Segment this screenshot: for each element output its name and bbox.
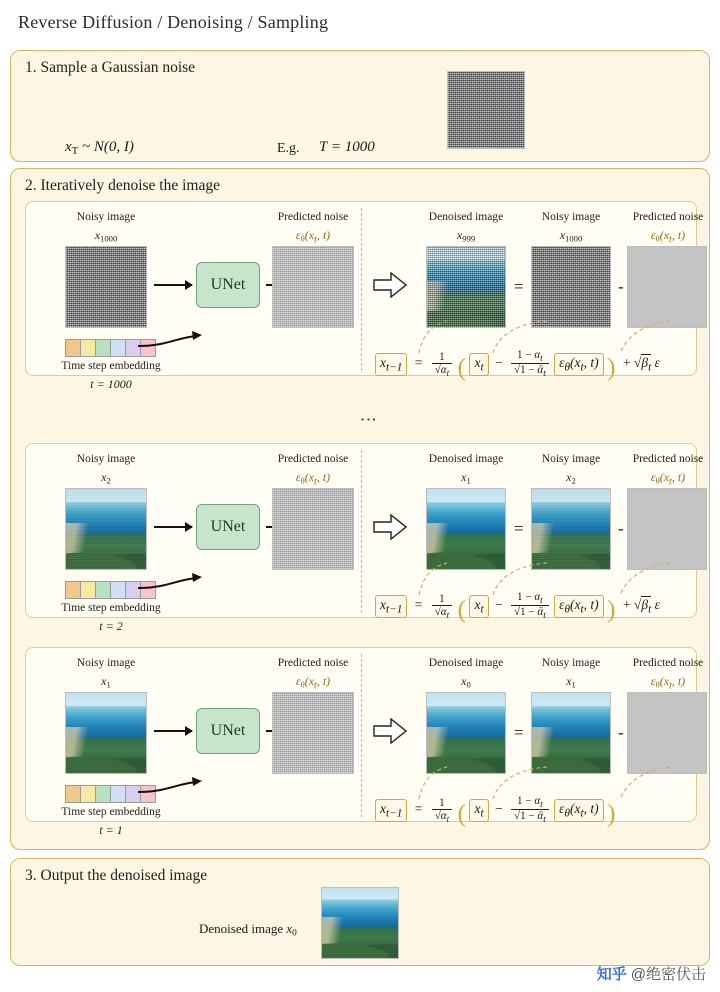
noisy-image-thumbnail: [65, 692, 147, 774]
panel-iterative-denoise: [10, 168, 710, 850]
panel-1-eg-label: E.g.: [277, 141, 300, 156]
watermark-user: @绝密伏击: [630, 966, 706, 983]
arrow-to-unet: [154, 526, 192, 528]
equals-sign: =: [514, 723, 524, 742]
minuend-thumbnail: [531, 488, 611, 570]
formula-eps: $\varepsilon_\theta(x_t$, t): [554, 595, 604, 618]
subtrahend-thumbnail: [627, 488, 707, 570]
formula-xt: $x_t$: [469, 595, 488, 618]
predicted-noise-label: Predicted noise: [277, 453, 349, 465]
noisy-image-thumbnail: [65, 246, 147, 328]
time-step-value: t = 1: [99, 823, 123, 837]
subtrahend-label: Predicted noise: [632, 211, 704, 223]
minus-sign: -: [618, 519, 624, 538]
arrow-to-unet: [154, 730, 192, 732]
gaussian-noise-thumbnail: [447, 71, 525, 149]
formula-lhs: $x_{t-1}$: [375, 799, 407, 822]
panel-1-eg-line1: T = 1000: [319, 139, 375, 155]
predicted-noise-label: Predicted noise: [277, 211, 349, 223]
time-step-embedding-swatches: [65, 581, 156, 599]
noisy-image-label: Noisy image: [76, 453, 136, 465]
subtrahend-label: Predicted noise: [632, 657, 704, 669]
denoised-image-thumbnail: [426, 488, 506, 570]
time-step-embedding-label: Time step embedding: [61, 602, 161, 614]
minuend-thumbnail: [531, 692, 611, 774]
panel-2-title: 2. Iteratively denoise the image: [25, 177, 220, 194]
noisy-image-thumbnail: [65, 488, 147, 570]
noisy-image-var: $x_1$: [101, 674, 111, 690]
denoised-image-var: $x_{999}$: [456, 228, 476, 244]
subtrahend-var: $\varepsilon_\theta(x_t$, t): [650, 228, 686, 246]
noisy-image-label: Noisy image: [76, 211, 136, 223]
predicted-noise-var: $\varepsilon_\theta(x_t$, t): [295, 228, 331, 246]
panel-3-title: 3. Output the denoised image: [25, 867, 208, 884]
formula-eps: $\varepsilon_\theta(x_t$, t): [554, 353, 604, 376]
update-formula-1: $x_{t-1}$ = $\frac{1}{√\alpha_t}$ ( $x_t$ − $\frac{1 - \alpha_t}{√1 - \alphā_t}$ $\varepsilon_\theta(x_t$, t) ) + $√\beta_t$ ε: [375, 349, 660, 382]
time-step-value: t = 1000: [90, 377, 132, 391]
update-formula-2: $x_{t-1}$ = $\frac{1}{√\alpha_t}$ ( $x_t$ − $\frac{1 - \alpha_t}{√1 - \alphā_t}$ $\varepsilon_\theta(x_t$, t) ) + $√\beta_t$ ε: [375, 591, 660, 624]
predicted-noise-label: Predicted noise: [277, 657, 349, 669]
denoised-image-label: Denoised image: [428, 657, 504, 669]
denoised-image-var: $x_0$: [461, 674, 471, 690]
minuend-label: Noisy image: [541, 657, 601, 669]
noisy-image-var: $x_{1000}$: [94, 228, 118, 244]
predicted-noise-var: $\varepsilon_\theta(x_t$, t): [295, 674, 331, 692]
predicted-noise-var: $\varepsilon_\theta(x_t$, t): [295, 470, 331, 488]
denoised-image-thumbnail: [426, 246, 506, 328]
formula-xt: $x_t$: [469, 353, 488, 376]
formula-xt: $x_t$: [469, 799, 488, 822]
subtrahend-var: $\varepsilon_\theta(x_t$, t): [650, 674, 686, 692]
vertical-ellipsis: ⋮: [359, 411, 378, 430]
minuend-thumbnail: [531, 246, 611, 328]
denoised-image-thumbnail: [426, 692, 506, 774]
minuend-var: $x_{1000}$: [559, 228, 583, 244]
watermark: [597, 963, 706, 984]
formula-lhs: $x_{t-1}$: [375, 595, 407, 618]
denoised-image-var: $x_1$: [461, 470, 471, 486]
update-formula-3: $x_{t-1}$ = $\frac{1}{√\alpha_t}$ ( $x_t$ − $\frac{1 - \alpha_t}{√1 - \alphā_t}$ $\varepsilon_\theta(x_t$, t) ): [375, 795, 616, 828]
minuend-label: Noisy image: [541, 453, 601, 465]
panel-1-equation: $x_T$ ~ N(0, I): [65, 139, 134, 158]
page-title: Reverse Diffusion / Denoising / Sampling: [18, 12, 329, 32]
time-step-embedding-label: Time step embedding: [61, 806, 161, 818]
formula-eps: $\varepsilon_\theta(x_t$, t): [554, 799, 604, 822]
panel-3-caption: Denoised image $x_0$: [199, 921, 297, 939]
subtrahend-thumbnail: [627, 692, 707, 774]
minuend-var: $x_1$: [566, 674, 576, 690]
unet-block: UNet: [196, 262, 260, 308]
minuend-var: $x_2$: [566, 470, 576, 486]
time-step-embedding-label: Time step embedding: [61, 360, 161, 372]
denoised-image-label: Denoised image: [428, 211, 504, 223]
time-step-embedding-swatches: [65, 785, 156, 803]
unet-block: UNet: [196, 504, 260, 550]
panel-output-denoised-image: [10, 858, 710, 966]
unet-block: UNet: [196, 708, 260, 754]
panel-1-title: 1. Sample a Gaussian noise: [25, 59, 196, 76]
panel-sample-gaussian-noise: [10, 50, 710, 162]
noisy-image-label: Noisy image: [76, 657, 136, 669]
time-step-value: t = 2: [99, 619, 123, 633]
minus-sign: -: [618, 723, 624, 742]
subtrahend-var: $\varepsilon_\theta(x_t$, t): [650, 470, 686, 488]
denoised-image-label: Denoised image: [428, 453, 504, 465]
minuend-label: Noisy image: [541, 211, 601, 223]
equals-sign: =: [514, 277, 524, 296]
arrow-to-unet: [154, 284, 192, 286]
predicted-noise-thumbnail: [272, 246, 354, 328]
subtrahend-thumbnail: [627, 246, 707, 328]
subtrahend-label: Predicted noise: [632, 453, 704, 465]
denoised-image-thumbnail: [321, 887, 399, 959]
predicted-noise-thumbnail: [272, 692, 354, 774]
zhihu-logo: 知乎: [596, 966, 627, 983]
equals-sign: =: [514, 519, 524, 538]
predicted-noise-thumbnail: [272, 488, 354, 570]
noisy-image-var: $x_2$: [101, 470, 111, 486]
formula-lhs: $x_{t-1}$: [375, 353, 407, 376]
time-step-embedding-swatches: [65, 339, 156, 357]
minus-sign: -: [618, 277, 624, 296]
